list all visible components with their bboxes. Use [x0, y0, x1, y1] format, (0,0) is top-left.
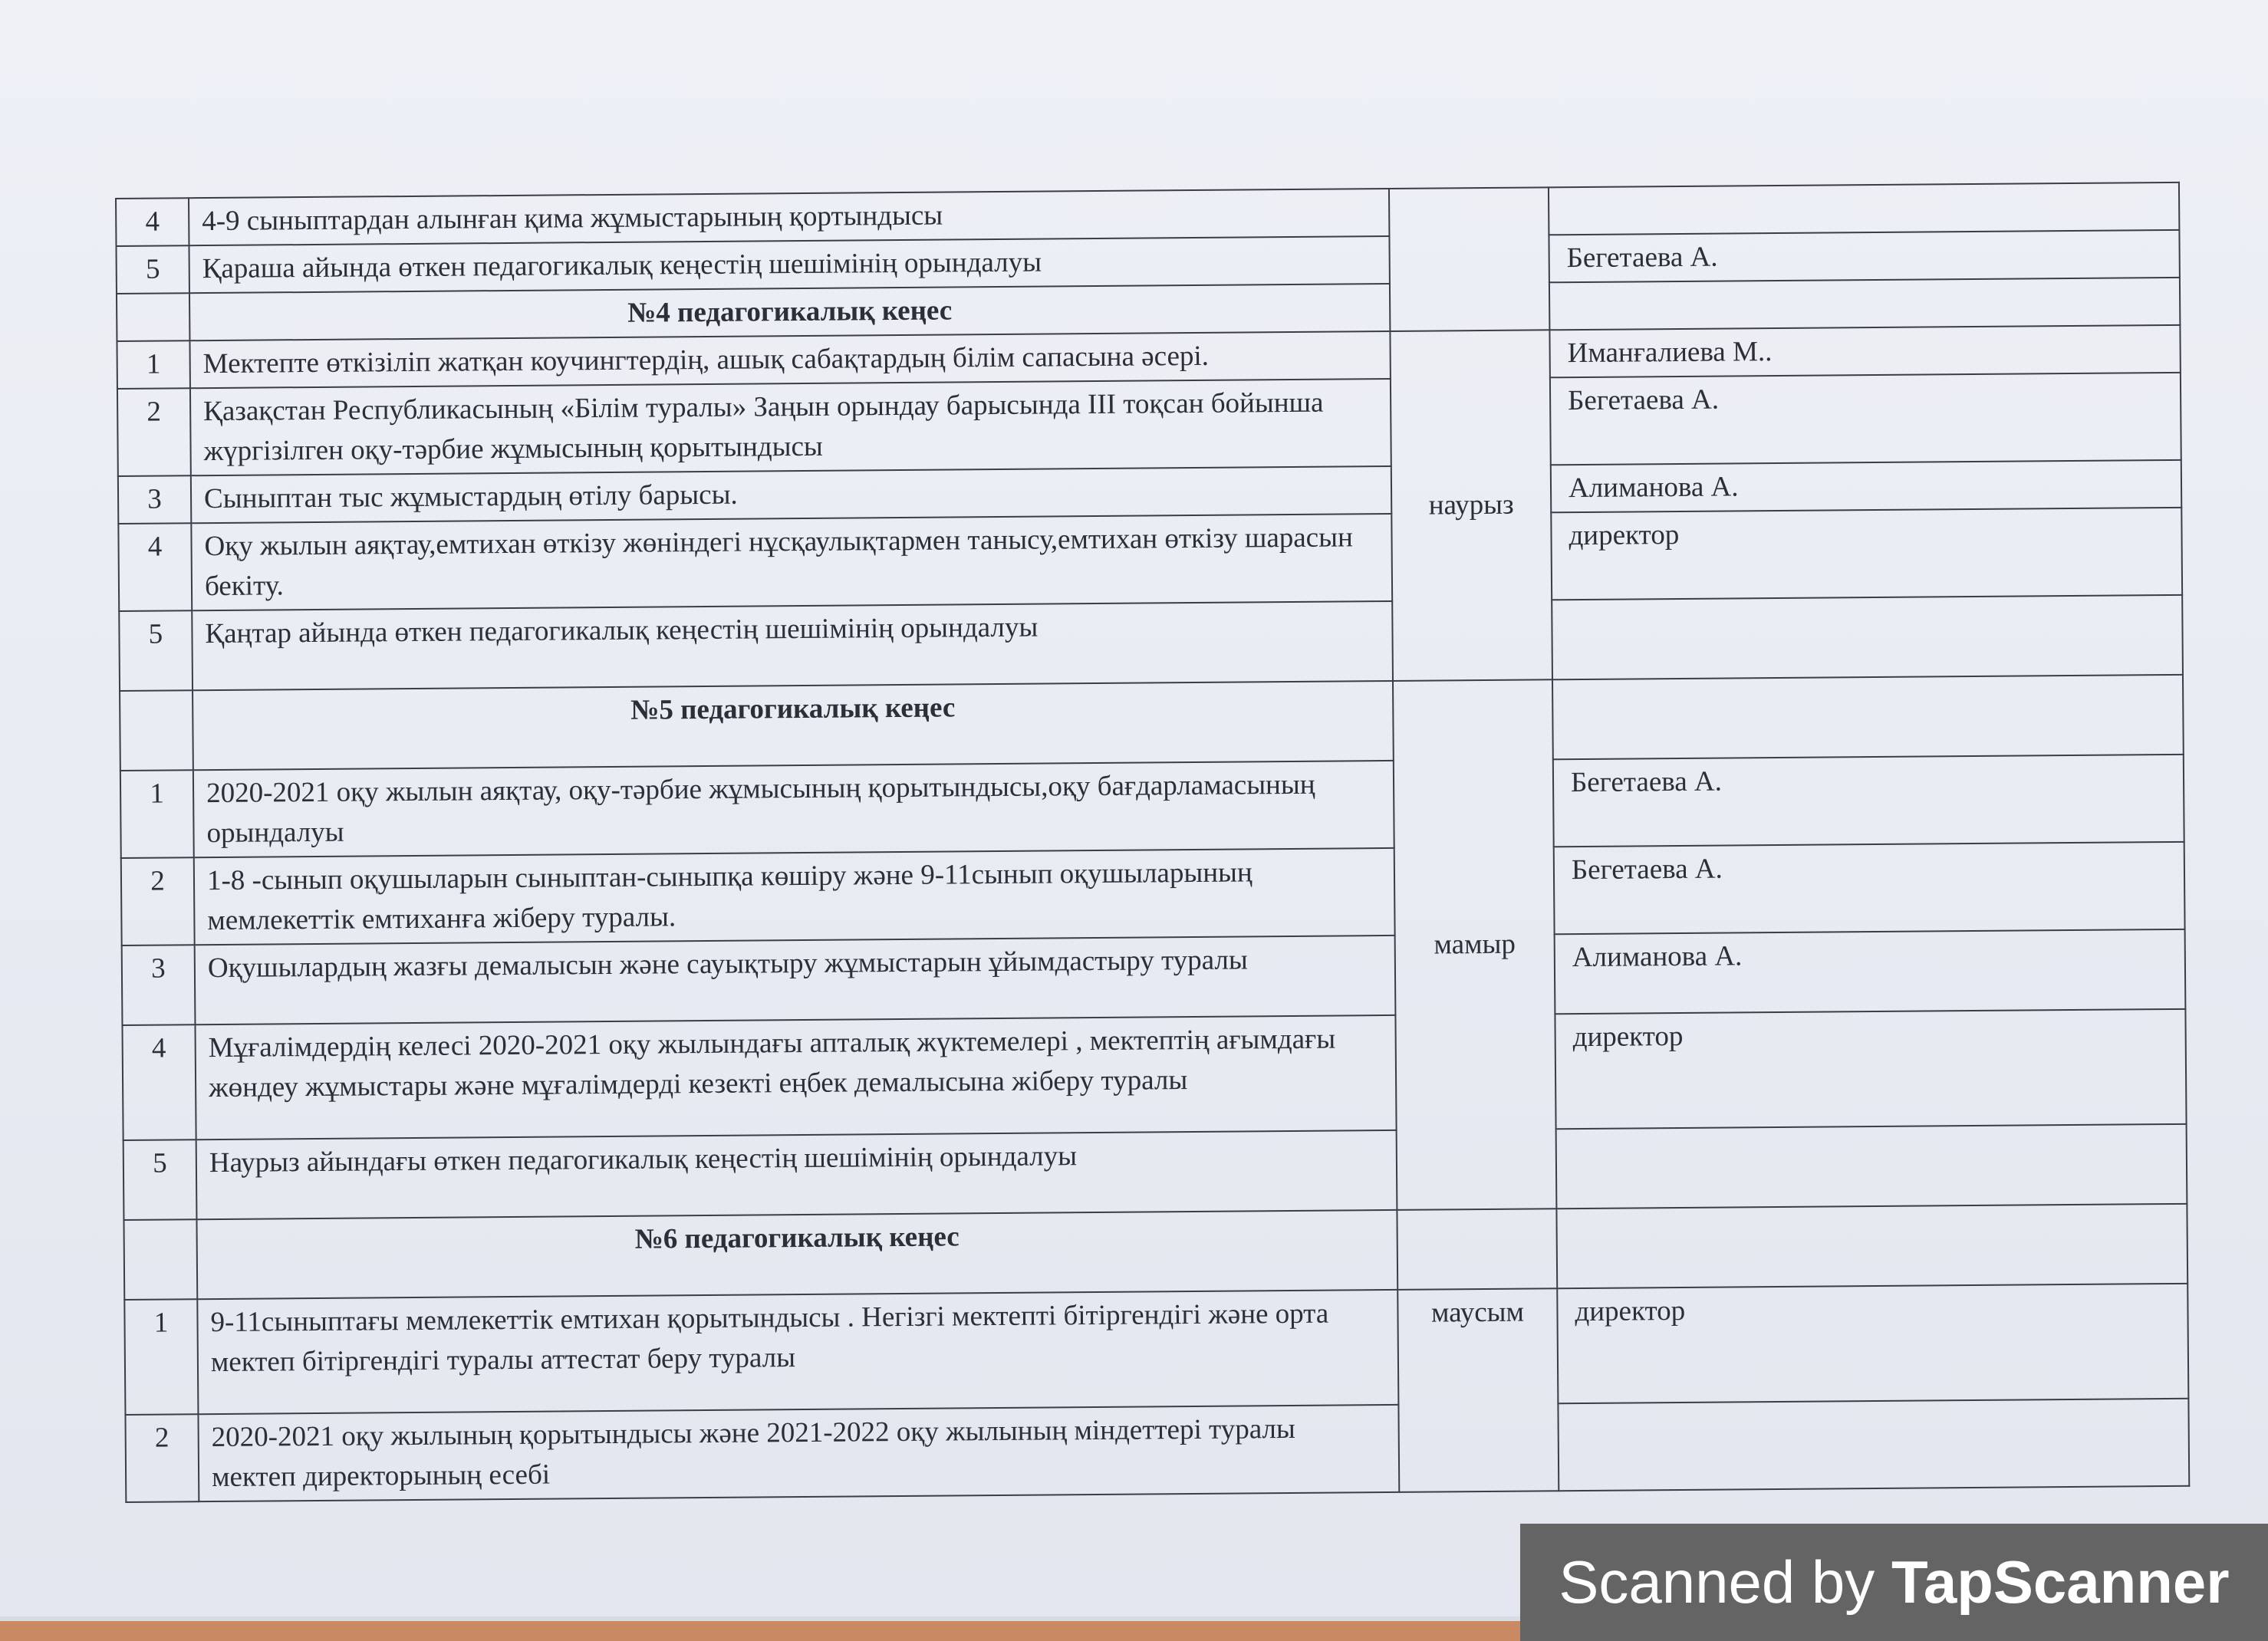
- table-row: [120, 755, 2184, 858]
- council-5-title: №5 педагогикалық кеңес: [193, 681, 1394, 770]
- agenda-item: Қаңтар айында өткен педагогикалық кеңестің шешімінің орындалуы: [192, 601, 1393, 690]
- month-cell: [1397, 1209, 1557, 1290]
- row-number: 5: [116, 245, 189, 294]
- council-plan-table: [115, 182, 2190, 1503]
- agenda-item: Оқу жылын аяқтау,емтихан өткізу жөніндегі нұсқаулықтармен танысу,емтихан өткізу шарасын бекіту.: [191, 514, 1392, 610]
- responsible-person: [1552, 675, 2184, 759]
- row-number: 2: [121, 857, 195, 945]
- responsible-person: [1549, 278, 2180, 330]
- responsible-person: [1556, 1204, 2187, 1288]
- responsible-person: Бегетаева А.: [1550, 373, 2181, 465]
- council-5-month: мамыр: [1393, 679, 1556, 1210]
- responsible-person: Бегетаева А.: [1554, 842, 2185, 934]
- row-number: 1: [124, 1299, 198, 1415]
- responsible-person: директор: [1557, 1284, 2188, 1403]
- agenda-item: Оқушылардың жазғы демалысын және сауықтыру жұмыстарын ұйымдастыру туралы: [195, 936, 1396, 1024]
- row-number: 1: [120, 770, 194, 858]
- council-6-month: маусым: [1397, 1288, 1559, 1492]
- table-row: [117, 373, 2181, 476]
- council-6-title: №6 педагогикалық кеңес: [196, 1210, 1397, 1299]
- responsible-person: [1549, 183, 2179, 235]
- row-number: 5: [123, 1139, 197, 1220]
- row-number: 2: [125, 1414, 199, 1502]
- agenda-item: 4-9 сыныптардан алынған қима жұмыстарының қортындысы: [189, 189, 1389, 245]
- table-row: [124, 1284, 2188, 1415]
- responsible-person: Алиманова А.: [1555, 929, 2186, 1014]
- agenda-item: 1-8 -сынып оқушыларын сыныптан-сыныпқа көшіру және 9-11сынып оқушыларының мемлекеттік емтиханға жіберу туралы.: [194, 848, 1395, 945]
- watermark-prefix: Scanned by: [1559, 1548, 1891, 1616]
- responsible-person: [1556, 1124, 2187, 1209]
- responsible-person: Бегетаева А.: [1549, 230, 2179, 282]
- watermark-brand: TapScanner: [1891, 1548, 2230, 1616]
- council-4-month: наурыз: [1390, 330, 1552, 681]
- agenda-item: 9-11сыныптағы мемлекеттік емтихан қорытындысы . Негізгі мектепті бітіргендігі және орта мектеп бітіргендігі туралы аттестат беру туралы: [197, 1290, 1398, 1414]
- responsible-person: директор: [1555, 1009, 2186, 1129]
- row-number: [123, 1219, 197, 1300]
- council-4-title: №4 педагогикалық кеңес: [189, 284, 1390, 340]
- responsible-person: Алиманова А.: [1551, 460, 2181, 512]
- agenda-item: Мектепте өткізіліп жатқан коучингтердің, ашық сабақтардың білім сапасына әсері.: [189, 331, 1390, 388]
- agenda-item: Қараша айында өткен педагогикалық кеңестің шешімінің орындалуы: [189, 236, 1389, 293]
- agenda-item: Сыныптан тыс жұмыстардың өтілу барысы.: [191, 466, 1391, 523]
- row-number: 2: [117, 388, 191, 476]
- table-row: [125, 1399, 2189, 1502]
- row-number: 4: [118, 523, 192, 611]
- responsible-person: [1552, 595, 2183, 679]
- scanner-watermark: [1520, 1524, 2268, 1641]
- agenda-item: Қазақстан Республикасының «Білім туралы» Заңын орындау барысында ІІІ тоқсан бойынша жүргізілген оқу-тәрбие жұмысының қорытындысы: [190, 379, 1391, 475]
- row-number: 5: [119, 610, 193, 691]
- responsible-person: директор: [1551, 508, 2182, 600]
- agenda-item: 2020-2021 оқу жылын аяқтау, оқу-тәрбие жұмысының қорытындысы,оқу бағдарламасының орындалуы: [193, 761, 1394, 857]
- month-cell: [1389, 187, 1549, 331]
- responsible-person: [1558, 1399, 2189, 1491]
- table-row: [121, 842, 2185, 945]
- agenda-item: Наурыз айындағы өткен педагогикалық кеңестің шешімінің орындалуы: [196, 1130, 1397, 1219]
- row-number: 4: [122, 1024, 196, 1140]
- row-number: 1: [117, 340, 189, 389]
- responsible-person: Иманғалиева М..: [1549, 325, 2180, 377]
- table-row: [118, 508, 2182, 611]
- row-number: [120, 690, 193, 771]
- responsible-person: Бегетаева А.: [1553, 755, 2184, 847]
- row-number: 3: [122, 945, 196, 1025]
- row-number: [117, 293, 189, 341]
- agenda-item: Мұғалімдердің келесі 2020-2021 оқу жылындағы апталық жүктемелері , мектептің ағымдағы жөндеу жұмыстары және мұғалімдерді кезекті еңбек демалысына жіберу туралы: [195, 1015, 1396, 1139]
- table-row: [122, 1009, 2186, 1140]
- row-number: 4: [116, 198, 189, 246]
- agenda-item: 2020-2021 оқу жылының қорытындысы және 2021-2022 оқу жылының міндеттері туралы мектеп директорының есебі: [198, 1405, 1399, 1501]
- row-number: 3: [118, 475, 191, 524]
